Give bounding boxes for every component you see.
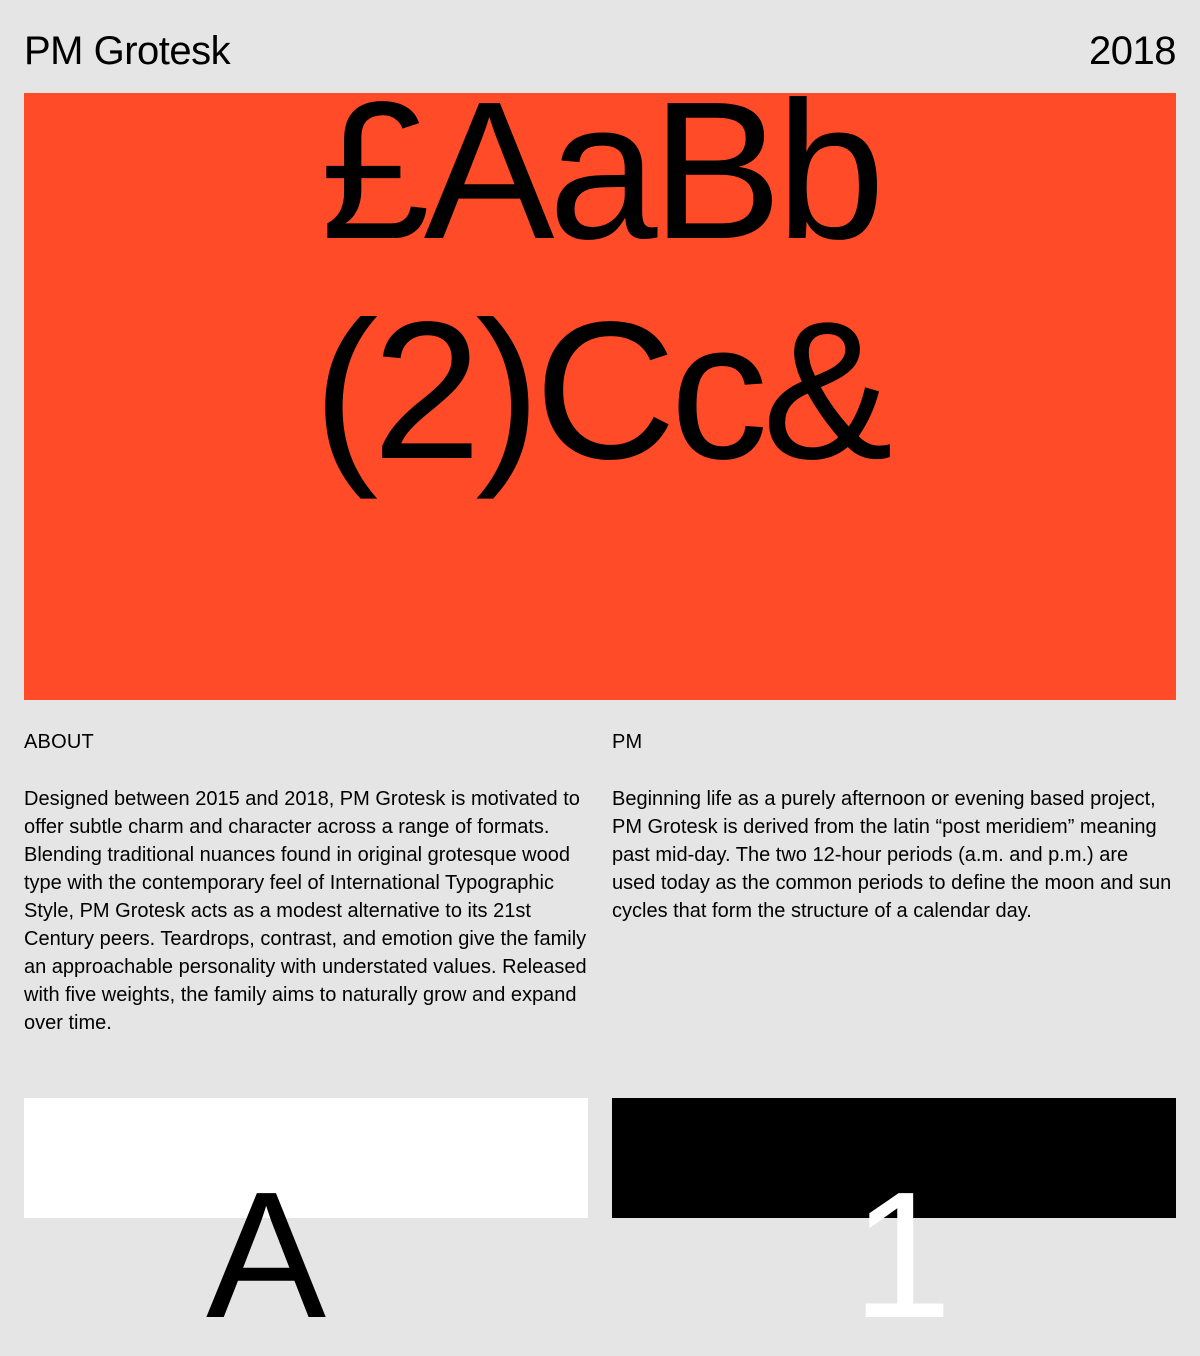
pm-heading: PM <box>612 731 643 753</box>
release-year: 2018 <box>1089 29 1176 73</box>
pm-section <box>612 728 1177 925</box>
black-glyph-panel <box>612 1098 1176 1356</box>
specimen-line-2-text: (2)Cc& <box>313 281 887 500</box>
about-heading: ABOUT <box>24 731 94 753</box>
about-body: Designed between 2015 and 2018, PM Grotesk is motivated to offer subtle charm and character across a range of formats. Blending traditional nuances found in original grotesque wood type with the contemporary feel of International Typographic Style, PM Grotesk acts as a modest alternative to its 21st Century peers. Teardrops, contrast, and emotion give the family an approachable personality with understated values. Released with five weights, the family aims to naturally grow and expand over time. <box>24 788 587 1034</box>
black-panel-glyph: 1 <box>852 1155 953 1356</box>
specimen-line-2 <box>24 281 1176 685</box>
page-title: PM Grotesk <box>24 29 231 73</box>
white-glyph-panel <box>24 1098 588 1356</box>
specimen-hero <box>24 61 1176 700</box>
white-panel-glyph: A <box>206 1155 327 1356</box>
pm-body: Beginning life as a purely afternoon or evening based project, PM Grotesk is derived from the latin “post meridiem” meaning past mid-day. The two 12-hour periods (a.m. and p.m.) are used today as the common periods to define the moon and sun cycles that form the structure of a calendar day. <box>612 788 1172 922</box>
about-section <box>24 728 589 1037</box>
specimen-line-1-text: £AaBb <box>320 61 880 280</box>
